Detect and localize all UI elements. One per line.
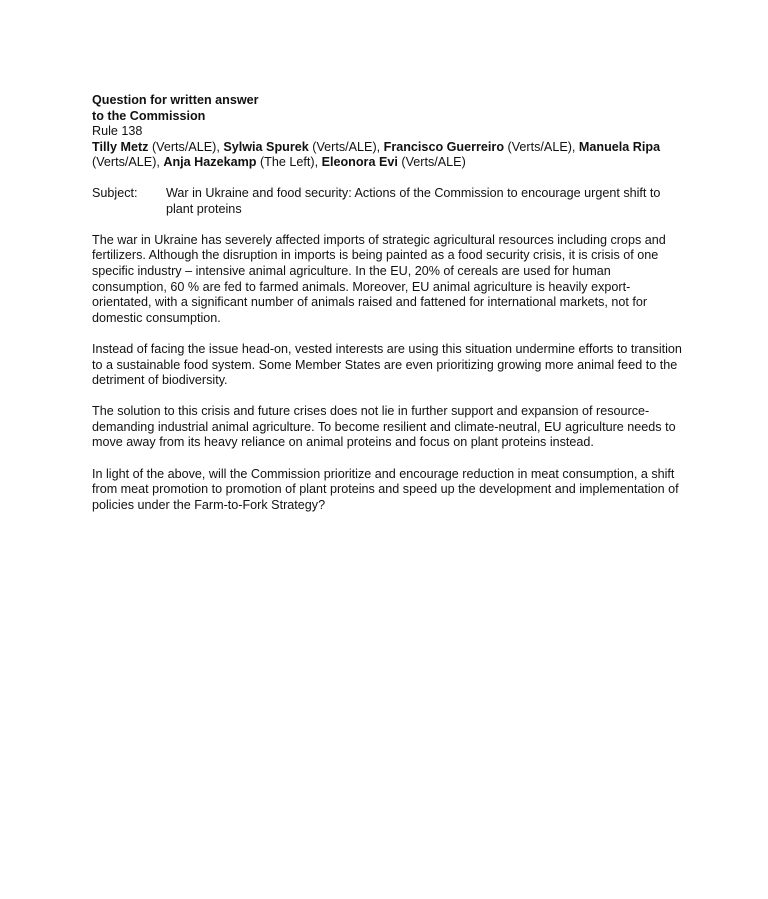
author-name: Sylwia Spurek	[223, 139, 309, 154]
author-group: (Verts/ALE),	[504, 139, 579, 154]
document-page	[92, 93, 688, 513]
body-paragraph: In light of the above, will the Commission prioritize and encourage reduction in meat consumption, a shift from meat promotion to promotion of plant proteins and speed up the development and implementation of policies under the Farm-to-Fork Strategy?	[92, 466, 679, 512]
body-paragraph: The solution to this crisis and future crises does not lie in further support and expansion of resource-demanding industrial animal agriculture. To become resilient and climate-neutral, EU agriculture needs to move away from its heavy reliance on animal proteins and focus on plant proteins instead.	[92, 404, 676, 450]
author-group: (Verts/ALE),	[92, 155, 164, 170]
author-group: (Verts/ALE)	[397, 155, 466, 170]
subject-label: Subject:	[92, 185, 138, 200]
subject-text: War in Ukraine and food security: Actions of the Commission to encourage urgent shift to plant proteins	[166, 185, 661, 216]
body-paragraph: The war in Ukraine has severely affected imports of strategic agricultural resources including crops and fertilizers. Although the disruption in imports is being painted as a food security crisis, it is crisis of one specific industry – intensive animal agriculture. In the EU, 20% of cereals are used for human consumption, 60 % are fed to farmed animals. Moreover, EU animal agriculture is heavily export-orientated, with a significant number of animals raised and fattened for international markets, not for domestic consumption.	[92, 232, 666, 325]
addressee-heading: to the Commission	[92, 108, 206, 123]
author-name: Tilly Metz	[92, 139, 149, 154]
author-group: (The Left),	[256, 155, 322, 170]
author-group: (Verts/ALE),	[308, 139, 384, 154]
subject-row	[92, 186, 688, 217]
question-body	[92, 233, 688, 514]
author-name: Anja Hazekamp	[163, 155, 257, 170]
author-group: (Verts/ALE),	[148, 139, 224, 154]
author-name: Francisco Guerreiro	[383, 139, 505, 154]
author-name: Manuela Ripa	[578, 139, 661, 154]
author-name: Eleonora Evi	[321, 155, 398, 170]
document-type-heading: Question for written answer	[92, 93, 259, 107]
authors-list	[92, 140, 688, 171]
rule-reference: Rule 138	[92, 124, 143, 139]
body-paragraph: Instead of facing the issue head-on, vested interests are using this situation undermine efforts to transition to a sustainable food system. Some Member States are even prioritizing growing more animal feed to the detriment of biodiversity.	[92, 341, 682, 388]
